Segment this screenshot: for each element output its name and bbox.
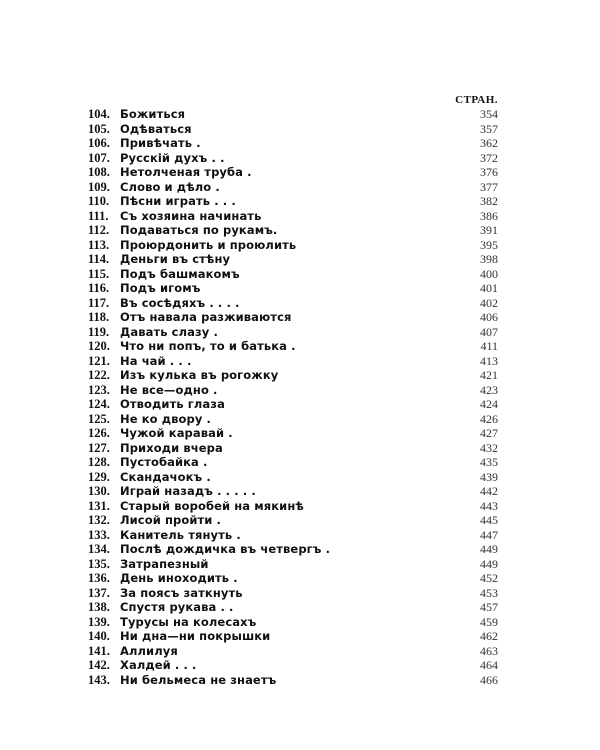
entry-number: 134.: [88, 542, 110, 556]
toc-entry: [88, 658, 498, 673]
entry-number: 115.: [88, 266, 110, 281]
entry-title: Приходи вчера: [120, 440, 223, 455]
entry-title: Съ хозяина начинать: [120, 208, 262, 223]
entry-title: Канитель тянуть .: [120, 527, 241, 542]
entry-page-number: 391: [480, 223, 498, 237]
entry-title: Божиться: [120, 107, 186, 121]
entry-page-number: 449: [480, 556, 498, 571]
entry-number: 127.: [88, 440, 110, 455]
entry-number: 138.: [88, 600, 110, 614]
toc-entry: [88, 325, 498, 340]
entry-number: 132.: [88, 513, 110, 527]
toc-entry: [88, 194, 498, 209]
toc-entry: [88, 136, 498, 151]
toc-entry: [88, 600, 498, 615]
toc-entry: [88, 644, 498, 659]
entry-title: Отводить глаза: [120, 397, 225, 411]
entry-title: Одѣваться: [120, 121, 192, 136]
entry-page-number: 372: [480, 150, 498, 165]
toc-entry: [88, 629, 498, 644]
entry-page-number: 453: [480, 585, 498, 600]
entry-title: За поясъ заткнуть: [120, 585, 243, 600]
toc-entry: [88, 107, 498, 122]
toc-entry: [88, 397, 498, 412]
entry-number: 104.: [88, 107, 110, 121]
entry-page-number: 377: [480, 179, 498, 194]
entry-title: Аллилуя: [120, 643, 178, 658]
entry-title: Давать слазу .: [120, 324, 218, 339]
entry-number: 140.: [88, 629, 110, 643]
entry-page-number: 424: [480, 397, 498, 411]
entry-title: Пустобайка .: [120, 455, 208, 469]
entry-title: Изъ кулька въ рогожку: [120, 368, 279, 382]
entry-page-number: 466: [480, 672, 498, 687]
toc-entry: [88, 151, 498, 166]
toc-entry: [88, 383, 498, 398]
entry-number: 118.: [88, 310, 110, 324]
toc-entry: [88, 165, 498, 180]
entry-title: Не все—одно .: [120, 382, 218, 397]
toc-entry: [88, 528, 498, 543]
entry-page-number: 443: [480, 498, 498, 513]
toc-entry: [88, 354, 498, 369]
entry-page-number: 357: [480, 121, 498, 136]
entry-title: Ни дна—ни покрышки: [120, 629, 271, 643]
entry-page-number: 427: [480, 426, 498, 440]
toc-entry: [88, 571, 498, 586]
toc-entry: [88, 513, 498, 528]
entry-page-number: 411: [480, 339, 498, 353]
entry-title: Слово и дѣло .: [120, 179, 220, 194]
entry-number: 126.: [88, 426, 110, 440]
entry-title: Играй назадъ . . . . .: [120, 484, 256, 498]
entry-title: Послѣ дождичка въ четвергъ .: [120, 542, 331, 556]
entry-title: Старый воробей на мякинѣ: [120, 498, 304, 513]
entry-number: 114.: [88, 252, 110, 266]
entry-number: 125.: [88, 411, 110, 426]
entry-number: 133.: [88, 527, 110, 542]
entry-title: Подаваться по рукамъ.: [120, 223, 278, 237]
entry-title: Пѣсни играть . . .: [120, 194, 236, 208]
entry-page-number: 401: [480, 281, 498, 295]
entry-title: Турусы на колесахъ: [120, 614, 257, 629]
toc-entry: [88, 296, 498, 311]
toc-entry: [88, 426, 498, 441]
entry-number: 137.: [88, 585, 110, 600]
entry-number: 121.: [88, 353, 110, 368]
entry-page-number: 423: [480, 382, 498, 397]
toc-entry: [88, 470, 498, 485]
entry-page-number: 400: [480, 266, 498, 281]
toc-entry: [88, 484, 498, 499]
entry-number: 143.: [88, 672, 110, 687]
entry-title: Лисой пройти .: [120, 513, 222, 527]
entry-page-number: 432: [480, 440, 498, 455]
entry-page-number: 435: [480, 455, 498, 469]
entry-page-number: 426: [480, 411, 498, 426]
entry-title: Проюрдонить и проюлить: [120, 237, 297, 252]
toc-entry: [88, 209, 498, 224]
entry-title: Въ сосѣдяхъ . . . .: [120, 295, 240, 310]
entry-number: 117.: [88, 295, 110, 310]
entry-number: 119.: [88, 324, 110, 339]
entry-page-number: 452: [480, 571, 498, 585]
entry-page-number: 459: [480, 614, 498, 629]
toc-entry: [88, 557, 498, 572]
entry-number: 124.: [88, 397, 110, 411]
toc-entry: [88, 238, 498, 253]
toc-entry: [88, 499, 498, 514]
entry-title: Подъ башмакомъ: [120, 266, 240, 281]
entry-title: Русскій духъ . .: [120, 150, 225, 165]
entry-number: 110.: [88, 194, 110, 208]
toc-entry: [88, 455, 498, 470]
toc-entry: [88, 252, 498, 267]
entry-number: 135.: [88, 556, 110, 571]
entry-number: 106.: [88, 136, 110, 150]
entry-page-number: 407: [480, 324, 498, 339]
entry-page-number: 406: [480, 310, 498, 324]
entry-number: 129.: [88, 469, 110, 484]
entry-page-number: 376: [480, 165, 498, 179]
entry-page-number: 398: [480, 252, 498, 266]
entry-title: Отъ навала разживаются: [120, 310, 292, 324]
entry-page-number: 463: [480, 643, 498, 658]
entry-page-number: 395: [480, 237, 498, 252]
entry-number: 136.: [88, 571, 110, 585]
toc-entry: [88, 339, 498, 354]
entry-number: 105.: [88, 121, 110, 136]
entry-title: День иноходить .: [120, 571, 238, 585]
entry-number: 128.: [88, 455, 110, 469]
entry-number: 109.: [88, 179, 110, 194]
entry-page-number: 439: [480, 469, 498, 484]
entry-page-number: 445: [480, 513, 498, 527]
toc-entry: [88, 412, 498, 427]
entry-number: 141.: [88, 643, 110, 658]
toc-entry: [88, 542, 498, 557]
entry-title: Чужой каравай .: [120, 426, 233, 440]
table-of-contents: [88, 107, 498, 687]
entry-page-number: 354: [480, 107, 498, 121]
entry-page-number: 402: [480, 295, 498, 310]
toc-entry: [88, 673, 498, 688]
entry-page-number: 464: [480, 658, 498, 672]
toc-entry: [88, 615, 498, 630]
entry-title: Затрапезный: [120, 556, 209, 571]
entry-number: 122.: [88, 368, 110, 382]
toc-entry: [88, 223, 498, 238]
entry-page-number: 413: [480, 353, 498, 368]
toc-entry: [88, 310, 498, 325]
entry-number: 123.: [88, 382, 110, 397]
entry-title: Нетолченая труба .: [120, 165, 252, 179]
entry-title: Не ко двору .: [120, 411, 212, 426]
entry-number: 139.: [88, 614, 110, 629]
entry-page-number: 382: [480, 194, 498, 208]
entry-number: 113.: [88, 237, 110, 252]
entry-title: Скандачокъ .: [120, 469, 211, 484]
toc-entry: [88, 368, 498, 383]
entry-title: Привѣчать .: [120, 136, 201, 150]
entry-page-number: 386: [480, 208, 498, 223]
entry-number: 112.: [88, 223, 110, 237]
entry-page-number: 457: [480, 600, 498, 614]
entry-number: 120.: [88, 339, 110, 353]
entry-number: 107.: [88, 150, 110, 165]
entry-number: 131.: [88, 498, 110, 513]
entry-title: Спустя рукава . .: [120, 600, 234, 614]
page-column-header: СТРАН.: [455, 94, 498, 106]
entry-page-number: 421: [480, 368, 498, 382]
entry-number: 116.: [88, 281, 110, 295]
entry-title: Подъ игомъ: [120, 281, 201, 295]
toc-entry: [88, 441, 498, 456]
entry-number: 111.: [88, 208, 109, 223]
entry-page-number: 462: [480, 629, 498, 643]
toc-entry: [88, 180, 498, 195]
entry-title: Деньги въ стѣну: [120, 252, 231, 266]
toc-entry: [88, 281, 498, 296]
entry-page-number: 362: [480, 136, 498, 150]
entry-title: Что ни попъ, то и батька .: [120, 339, 296, 353]
entry-page-number: 449: [480, 542, 498, 556]
toc-entry: [88, 122, 498, 137]
entry-title: Ни бельмеса не знаетъ: [120, 672, 277, 687]
entry-number: 130.: [88, 484, 110, 498]
entry-page-number: 447: [480, 527, 498, 542]
toc-entry: [88, 267, 498, 282]
toc-entry: [88, 586, 498, 601]
entry-page-number: 442: [480, 484, 498, 498]
entry-title: На чай . . .: [120, 353, 192, 368]
entry-number: 108.: [88, 165, 110, 179]
entry-title: Халдей . . .: [120, 658, 197, 672]
entry-number: 142.: [88, 658, 110, 672]
